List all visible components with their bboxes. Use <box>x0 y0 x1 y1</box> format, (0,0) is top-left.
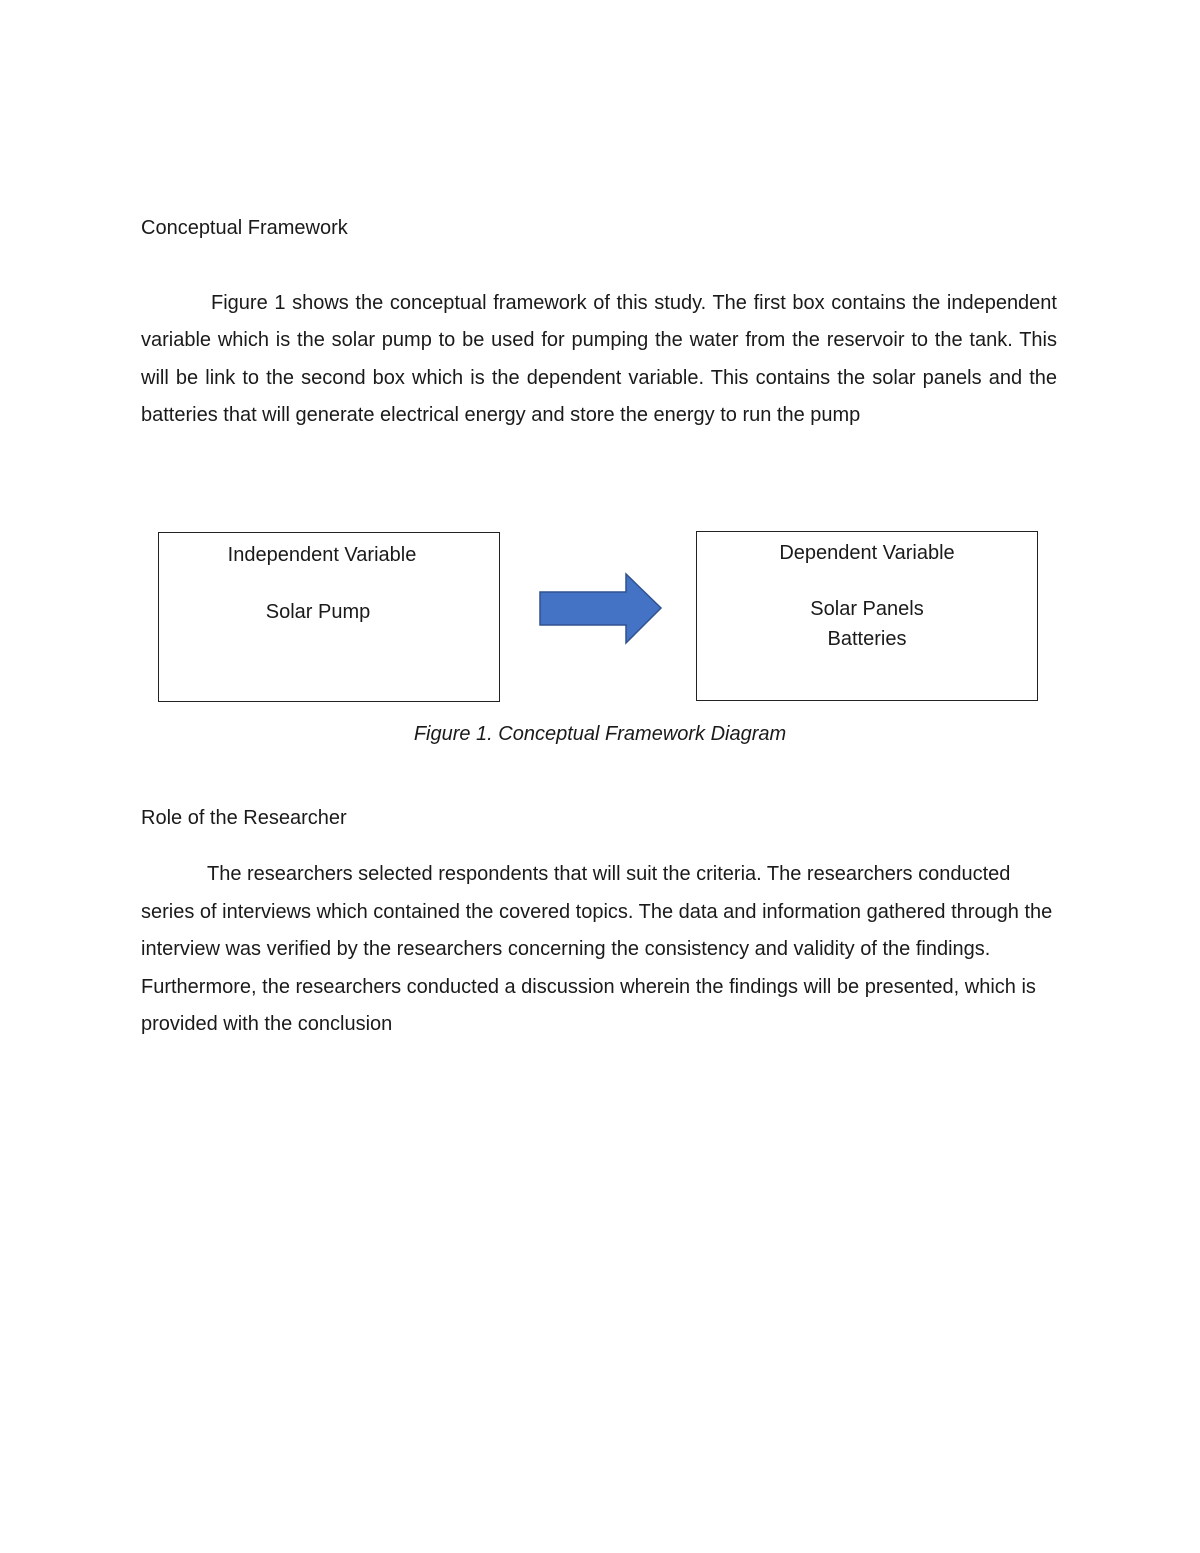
independent-variable-title: Independent Variable <box>227 544 417 566</box>
independent-variable-item: Solar Pump <box>265 601 371 623</box>
dependent-variable-box <box>696 531 1038 701</box>
figure-caption: Figure 1. Conceptual Framework Diagram <box>413 723 787 745</box>
section-heading-conceptual-framework: Conceptual Framework <box>141 217 348 239</box>
section-heading-role-of-researcher: Role of the Researcher <box>141 807 347 829</box>
independent-variable-box <box>158 532 500 702</box>
role-of-researcher-paragraph: The researchers selected respondents that will suit the criteria. The researchers conducted series of interviews which contained the covered topics. The data and information gathered through the interview was verified by the researchers concerning the consistency and validity of the findings. Furthermore, the researchers conducted a discussion wherein the findings will be presented, which is provided with the conclusion <box>141 863 1053 1035</box>
dependent-variable-title: Dependent Variable <box>779 542 955 564</box>
conceptual-framework-paragraph: Figure 1 shows the conceptual framework of this study. The first box contains the independent variable which is the solar pump to be used for pumping the water from the reservoir to the tank. This will be link to the second box which is the dependent variable. This contains the solar panels and the batteries that will generate electrical energy and store the energy to run the pump <box>141 292 1057 426</box>
dependent-variable-item: Batteries <box>827 628 907 650</box>
dependent-variable-item: Solar Panels <box>810 598 924 620</box>
arrow-right-icon <box>536 570 666 650</box>
